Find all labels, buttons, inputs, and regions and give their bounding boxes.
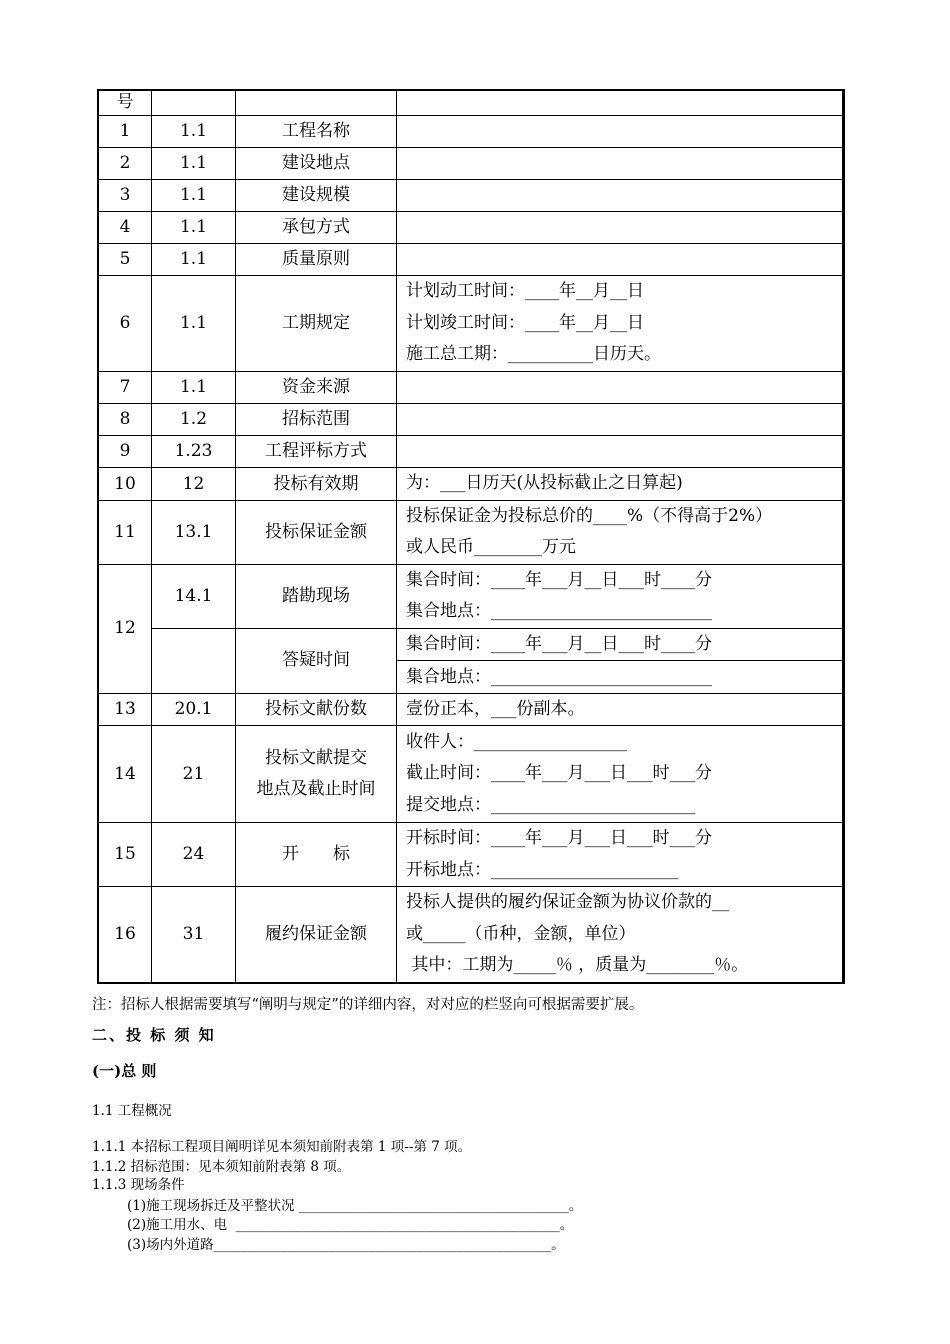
table-row: 10 12 投标有效期 为：___日历天(从投标截止之日算起) [99, 468, 843, 501]
table-row: 答疑时间 集合时间：____年___月__日___时____分 集合地点：__________________________ [99, 628, 843, 693]
front-schedule-table [98, 90, 843, 983]
table-note: 注：招标人根据需要填写“阐明与规定”的详细内容，对对应的栏竖向可根据需要扩展。 [92, 997, 644, 1013]
table-row: 1 1.1 工程名称 [99, 116, 843, 148]
paragraph-item-1-1-3: 1.1.3 现场条件 [92, 1177, 185, 1193]
schedule-info-cell: 计划动工时间：____年__月__日 计划竣工时间：____年__月__日 施工总工期：__________日历天。 [397, 276, 843, 372]
header-number-cell: 号 [99, 91, 152, 116]
paragraph-overview: 1.1 工程概况 [92, 1103, 172, 1119]
table-row: 16 31 履约保证金额 投标人提供的履约保证金额为协议价款的__ 或_____（币种，金额，单位） 其中：工期为_____％ ，质量为________％。 [99, 887, 843, 983]
subsection-title: (一)总 则 [92, 1062, 157, 1080]
table-row: 2 1.1 建设地点 [99, 148, 843, 180]
paragraph-water-power: (2)施工用水、电 ________________________________________________。 [127, 1217, 574, 1233]
paragraph-item-1-1-2: 1.1.2 招标范围：见本须知前附表第 8 项。 [92, 1159, 351, 1175]
table-row: 15 24 开 标 开标时间：____年___月___日___时___分 开标地点：______________________ [99, 823, 843, 887]
section-title: 二、投 标 须 知 [92, 1026, 216, 1044]
paragraph-site-demolition: (1)施工现场拆迁及平整状况 ________________________________________。 [127, 1198, 583, 1214]
table-row: 11 13.1 投标保证金额 投标保证金为投标总价的____%（不得高于2%） 或人民币________万元 [99, 500, 843, 564]
paragraph-roads: (3)场内外道路__________________________________________________。 [127, 1237, 565, 1253]
table-row: 12 14.1 踏勘现场 集合时间：____年___月__日___时____分 集合地点：__________________________ [99, 564, 843, 628]
table-header-row [99, 91, 843, 116]
table-row: 13 20.1 投标文献份数 壹份正本，___份副本。 [99, 693, 843, 726]
table-row: 4 1.1 承包方式 [99, 212, 843, 244]
table-row: 7 1.1 资金来源 [99, 372, 843, 404]
table-row: 14 21 投标文献提交 地点及截止时间 收件人：__________________ 截止时间：____年___月___日___时___分 提交地点：________________________ [99, 726, 843, 823]
table-row: 6 1.1 工期规定 计划动工时间：____年__月__日 计划竣工时间：____年__月__日 施工总工期：__________日历天。 [99, 276, 843, 372]
table-row: 8 1.2 招标范围 [99, 404, 843, 436]
paragraph-item-1-1-1: 1.1.1 本招标工程项目阐明详见本须知前附表第 1 项--第 7 项。 [92, 1139, 472, 1155]
table-row: 5 1.1 质量原则 [99, 244, 843, 276]
table-row: 9 1.23 工程评标方式 [99, 436, 843, 468]
table-row: 3 1.1 建设规模 [99, 180, 843, 212]
